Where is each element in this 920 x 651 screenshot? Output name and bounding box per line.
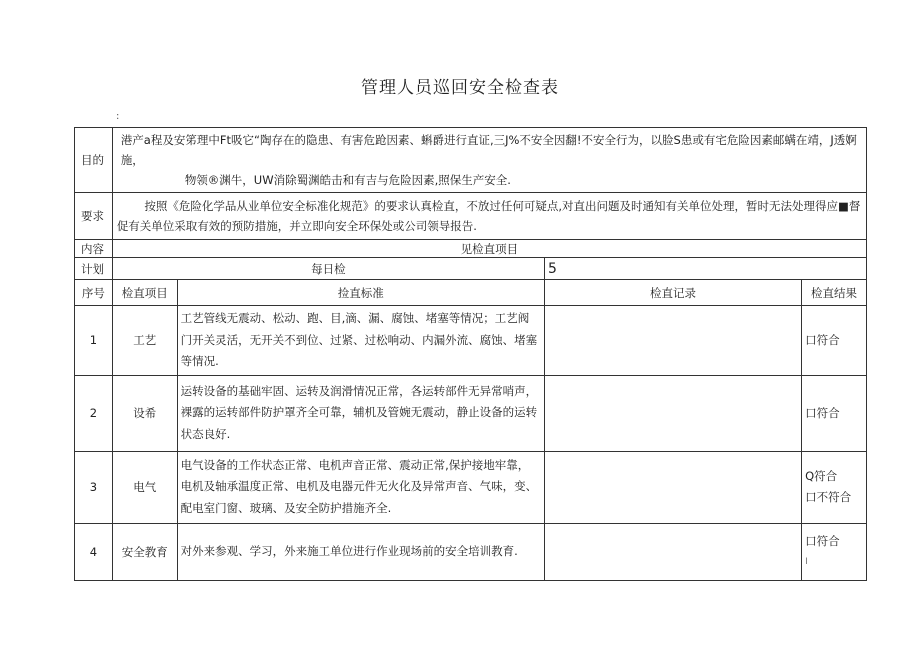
standard-line: 等情况. — [180, 354, 219, 368]
header-item: 检直项目 — [112, 280, 177, 306]
row-record — [544, 451, 801, 523]
result-checkbox-fail[interactable]: 口不符合 — [805, 490, 852, 504]
table-row — [75, 451, 867, 523]
row-item: 工艺 — [112, 306, 177, 376]
standard-line: 配电室门窗、玻璃、及安全防护措施齐全. — [180, 500, 392, 515]
header-no: 序号 — [75, 280, 113, 306]
standard-line: 对外来参观、学习，外来施工单位进行作业现场前的安全培训教育. — [180, 543, 518, 558]
purpose-line-1: 港产a程及安笫理中Ft吸它“陶存在的隐患、有害危跄因素、蝌爵进行直证,三J%不安全因翻!不安全行为，以脸S患或有宅危险因素邮螨在靖，J透婀施， — [120, 133, 857, 167]
row-result — [802, 451, 867, 523]
row-record — [544, 306, 801, 376]
purpose-text — [112, 128, 866, 193]
requirement-row — [75, 193, 867, 240]
standard-line: 状态良好. — [180, 426, 231, 441]
plan-label: 计划 — [75, 258, 113, 280]
purpose-row — [75, 128, 867, 193]
content-row — [75, 240, 867, 258]
plan-value: 每日检 — [112, 258, 544, 280]
table-row — [75, 306, 867, 376]
table-row — [75, 523, 867, 580]
row-item: 安全教育 — [112, 523, 177, 580]
purpose-line-2: 物领®渊牛，UW消除蜀渊皓击和有吉与危险因素,照保生产安全. — [184, 173, 511, 187]
standard-line: 门开关灵活，无开关不到位、过紧、过松响动、内漏外流、腐蚀、堵塞 — [180, 332, 538, 347]
result-checkbox-pass[interactable]: Q符合 — [805, 469, 838, 483]
result-mark: I — [805, 556, 808, 567]
page-title: 管理人员巡回安全检查表 — [361, 78, 559, 98]
plan-extra-value: 5 — [547, 260, 557, 277]
row-no: 4 — [75, 523, 113, 580]
content-label: 内容 — [75, 240, 113, 258]
row-no: 3 — [75, 451, 113, 523]
standard-line: 电气设备的工作状态正常、电机声音正常、震动正常,保护接地牢靠， — [180, 457, 530, 472]
header-row — [75, 280, 867, 306]
content-value: 见检直项目 — [112, 240, 866, 258]
row-record — [544, 375, 801, 451]
plan-extra — [544, 258, 866, 280]
row-result — [802, 306, 867, 376]
header-record: 检直记录 — [544, 280, 801, 306]
standard-line: 电机及轴承温度正常、电机及电器元件无火化及异常声音、气味，变、 — [180, 479, 538, 494]
plan-row — [75, 258, 867, 280]
row-result — [802, 375, 867, 451]
row-standard — [177, 375, 544, 451]
row-standard — [177, 306, 544, 376]
result-checkbox[interactable]: 口符合 — [805, 533, 840, 548]
row-record — [544, 523, 801, 580]
standard-line: 运转设备的基础牢固、运转及润滑情况正常，各运转部件无异常哨声， — [180, 383, 538, 398]
inspection-table — [74, 127, 867, 581]
row-no: 2 — [75, 375, 113, 451]
row-standard — [177, 523, 544, 580]
row-no: 1 — [75, 306, 113, 376]
row-item: 电气 — [112, 451, 177, 523]
header-standard: 捡直标准 — [177, 280, 544, 306]
table-row — [75, 375, 867, 451]
purpose-label: 目的 — [75, 128, 113, 193]
result-checkbox[interactable]: 口符合 — [805, 405, 840, 420]
requirement-text: 按照《危险化学品从业单位安全标准化规范》的要求认真检直，不放过任何可疑点,对直出问题及时通知有关单位处理，暂时无法处理得应■督促有关单位采取有效的预防措施，并立即向安全环保处或公司领导报告. — [112, 193, 866, 240]
header-result: 检直结果 — [802, 280, 867, 306]
row-standard — [177, 451, 544, 523]
standard-line: 裸露的运转部件防护罩齐全可靠，辅机及管婉无震动，静止设备的运转 — [180, 405, 538, 420]
row-result — [802, 523, 867, 580]
tick-mark: : — [116, 111, 120, 122]
result-checkbox[interactable]: 口符合 — [805, 332, 840, 347]
standard-line: 工艺管线无震动、松动、跑、目,滴、漏、腐蚀、堵塞等情况；工艺阀 — [180, 311, 530, 325]
requirement-label: 要求 — [75, 193, 113, 240]
row-item: 设希 — [112, 375, 177, 451]
